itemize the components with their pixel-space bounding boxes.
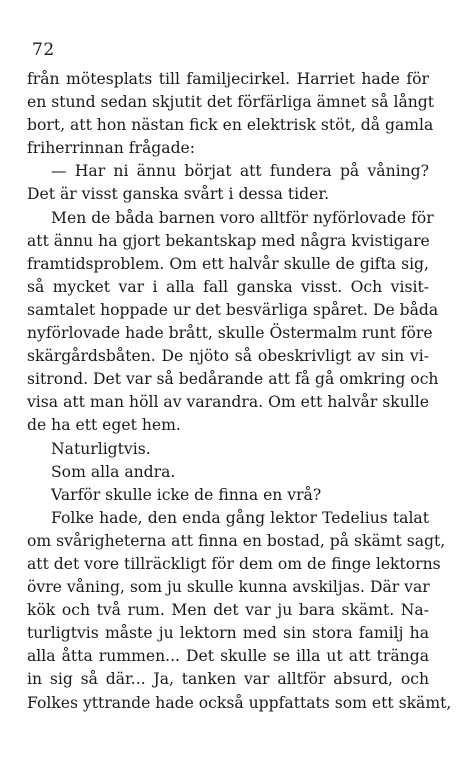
text-line: att det vore tillräckligt för dem om de finge lektorns	[27, 554, 441, 573]
text-line: övre våning, som ju skulle kunna avskiljas. Där var	[27, 578, 430, 597]
text-line: en stund sedan skjutit det förfärliga ämnet så långt	[27, 93, 435, 112]
text-line: Varför skulle icke de finna en vrå?	[51, 485, 322, 504]
text-line: turligtvis måste ju lektorn med sin stora familj ha	[27, 624, 429, 643]
text-line: skärgårdsbåten. De njöto så obeskrivligt av sin vi-	[27, 347, 429, 366]
text-line: Men de båda barnen voro alltför nyförlovade för	[51, 208, 434, 227]
text-line: de ha ett eget hem.	[27, 416, 181, 435]
text-line: Folke hade, den enda gång lektor Tedelius talat	[51, 508, 429, 527]
text-line: så mycket var i alla fall ganska visst. Och visit-	[27, 277, 429, 296]
text-line: samtalet hoppade ur det besvärliga spåret. De båda	[27, 300, 439, 319]
text-line: visa att man höll av varandra. Om ett halvår skulle	[27, 393, 429, 412]
text-line: friherrinnan frågade:	[27, 139, 196, 158]
text-line: kök och två rum. Men det var ju bara skämt. Na-	[27, 601, 429, 620]
body-text	[27, 68, 452, 715]
page-number: 72	[32, 40, 55, 60]
text-line: nyförlovade hade brått, skulle Östermalm runt före	[27, 324, 433, 343]
text-line: sitrond. Det var så bedårande att få gå omkring och	[27, 370, 439, 389]
text-line: Naturligtvis.	[51, 439, 151, 458]
text-line: om svårigheterna att finna en bostad, på skämt sagt,	[27, 531, 446, 550]
text-line: bort, att hon nästan fick en elektrisk stöt, då gamla	[27, 116, 434, 135]
text-line: alla åtta rummen... Det skulle se illa ut att tränga	[27, 647, 429, 666]
text-line: från mötesplats till familjecirkel. Harriet hade för	[27, 70, 429, 88]
text-line: Det är visst ganska svårt i dessa tider.	[27, 185, 330, 204]
text-line: — Har ni ännu börjat att fundera på våning?	[51, 162, 429, 181]
text-line: Folkes yttrande hade också uppfattats som ett skämt,	[27, 693, 452, 712]
text-line: att ännu ha gjort bekantskap med några kvistigare	[27, 231, 430, 250]
text-line: Som alla andra.	[51, 462, 176, 481]
text-line: framtidsproblem. Om ett halvår skulle de gifta sig,	[27, 254, 429, 273]
text-line: in sig så där... Ja, tanken var alltför absurd, och	[27, 670, 429, 689]
